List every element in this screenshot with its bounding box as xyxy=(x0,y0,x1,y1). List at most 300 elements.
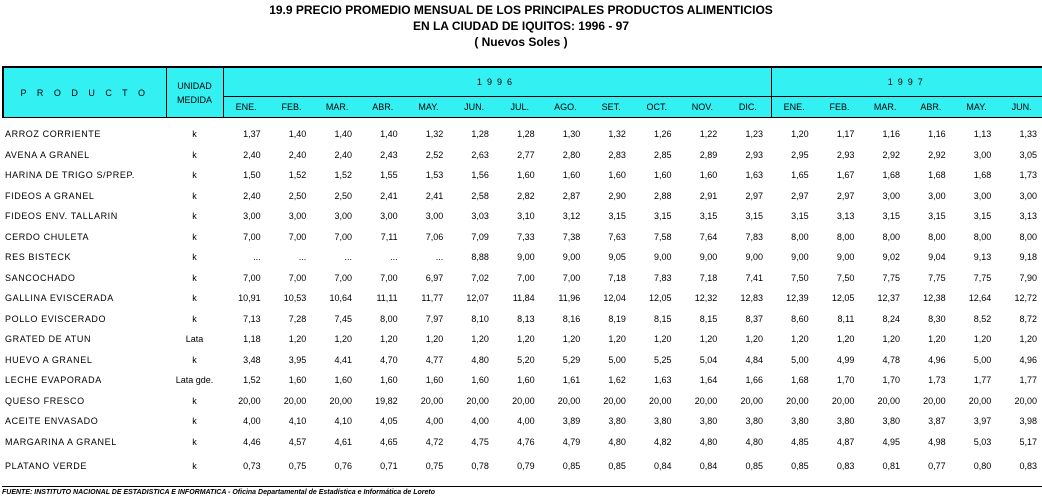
price-cell: 3,80 xyxy=(791,416,809,427)
price-cell: 4,96 xyxy=(928,354,946,365)
price-cell: 20,00 xyxy=(831,395,855,406)
price-cell: 12,38 xyxy=(923,293,946,304)
price-cell: 11,84 xyxy=(512,293,535,304)
price-cell: 3,03 xyxy=(471,211,489,222)
price-cell: 4,00 xyxy=(471,416,489,427)
price-cell: 1,20 xyxy=(973,334,992,345)
price-cell: 1,23 xyxy=(745,129,764,140)
price-cell: 4,98 xyxy=(928,436,946,447)
price-cell: 7,41 xyxy=(745,272,764,283)
price-cell: 1,20 xyxy=(745,334,764,345)
header-month-1997-6: JUN. xyxy=(999,97,1042,118)
price-cell: 1,67 xyxy=(836,170,855,181)
price-cell: 2,63 xyxy=(471,149,489,160)
price-cell: 5,20 xyxy=(517,354,535,365)
price-cell: 9,00 xyxy=(745,252,764,263)
price-cell: 3,12 xyxy=(562,211,581,222)
price-cell: 3,87 xyxy=(928,416,946,427)
price-cell: 0,85 xyxy=(562,461,581,472)
price-cell: 7,00 xyxy=(243,272,261,283)
price-cell: 1,20 xyxy=(882,334,900,345)
price-cell: 1,20 xyxy=(699,334,718,345)
price-cell: 1,20 xyxy=(928,334,946,345)
price-cell: 1,60 xyxy=(699,170,718,181)
price-cell: 2,40 xyxy=(288,149,307,160)
price-cell: 1,16 xyxy=(882,129,900,140)
header-month-1997-2: FEB. xyxy=(817,97,863,118)
price-cell: 2,91 xyxy=(699,190,718,201)
price-cell: 20,00 xyxy=(1014,395,1037,406)
product-name: LECHE EVAPORADA xyxy=(5,375,102,386)
price-cell: 1,77 xyxy=(1019,375,1037,386)
price-cell: 3,89 xyxy=(562,416,581,427)
unit-of-measure: k xyxy=(192,395,197,406)
price-cell: 1,13 xyxy=(973,129,992,140)
price-cell: 1,40 xyxy=(380,129,398,140)
price-cell: 8,15 xyxy=(699,313,718,324)
unit-of-measure: k xyxy=(192,416,197,427)
price-cell: 3,80 xyxy=(836,416,855,427)
header-month-1996-11: NOV. xyxy=(680,97,726,118)
price-cell: 1,68 xyxy=(882,170,900,181)
header-month-1996-9: SET. xyxy=(588,97,634,118)
price-cell: 8,00 xyxy=(791,231,809,242)
table-body xyxy=(3,118,1042,477)
price-cell: 4,00 xyxy=(243,416,261,427)
price-cell: 3,05 xyxy=(1019,149,1037,160)
price-cell: 7,50 xyxy=(791,272,809,283)
price-cell: 1,20 xyxy=(791,129,809,140)
price-cell: 1,65 xyxy=(791,170,809,181)
price-cell: 20,00 xyxy=(694,395,718,406)
price-cell: 7,45 xyxy=(334,313,352,324)
price-cell: 1,20 xyxy=(654,334,672,345)
unit-of-measure: k xyxy=(192,293,197,304)
price-cell: 3,15 xyxy=(699,211,718,222)
footer-source: FUENTE: INSTITUTO NACIONAL DE ESTADISTICA E INFORMATICA - Oficina Departamental de Estadística e Informática de Loreto xyxy=(2,486,1042,496)
price-cell: ... xyxy=(344,252,352,263)
unit-of-measure: Lata gde. xyxy=(175,375,214,386)
price-cell: 3,00 xyxy=(334,211,352,222)
price-cell: 9,00 xyxy=(836,252,855,263)
price-cell: 11,96 xyxy=(558,293,581,304)
price-cell: 1,60 xyxy=(562,170,581,181)
title-line-1: 19.9 PRECIO PROMEDIO MENSUAL DE LOS PRINCIPALES PRODUCTOS ALIMENTICIOS xyxy=(269,3,773,17)
price-cell: 2,88 xyxy=(654,190,672,201)
price-cell: ... xyxy=(298,252,307,263)
price-cell: 3,80 xyxy=(745,416,764,427)
price-cell: 8,00 xyxy=(882,231,900,242)
price-cell: 1,60 xyxy=(654,170,672,181)
price-cell: 8,13 xyxy=(517,313,535,324)
price-cell: 1,60 xyxy=(608,170,626,181)
price-cell: 20,00 xyxy=(603,395,626,406)
unit-of-measure: Lata xyxy=(185,334,204,345)
price-cell: 2,93 xyxy=(745,149,764,160)
header-year-1997: 1997 xyxy=(771,67,1042,97)
price-cell: 7,11 xyxy=(380,231,398,242)
price-cell: 2,77 xyxy=(517,149,535,160)
price-cell: 9,00 xyxy=(562,252,581,263)
header-month-1997-1: ENE. xyxy=(771,97,817,118)
price-cell: 20,00 xyxy=(420,395,444,406)
price-cell: 20,00 xyxy=(283,395,307,406)
unit-of-measure: k xyxy=(192,149,197,160)
price-cell: 7,64 xyxy=(699,231,718,242)
price-cell: 2,90 xyxy=(608,190,626,201)
price-cell: 1,32 xyxy=(425,129,444,140)
price-cell: 4,10 xyxy=(334,416,352,427)
price-cell: 2,95 xyxy=(791,149,809,160)
price-cell: 20,00 xyxy=(329,395,352,406)
header-unidad-medida xyxy=(166,67,223,118)
price-cell: 8,88 xyxy=(471,252,489,263)
price-cell: 4,65 xyxy=(380,436,398,447)
price-cell: 1,60 xyxy=(334,375,352,386)
price-cell: 4,10 xyxy=(288,416,307,427)
price-cell: 1,52 xyxy=(334,170,352,181)
price-cell: 0,79 xyxy=(517,461,535,472)
price-cell: 1,55 xyxy=(380,170,398,181)
header-year-1996: 1996 xyxy=(223,67,771,97)
price-cell: 11,11 xyxy=(376,293,398,304)
price-table xyxy=(2,66,1042,477)
price-cell: 1,60 xyxy=(425,375,444,386)
price-cell: 3,95 xyxy=(288,354,307,365)
price-cell: ... xyxy=(435,252,444,263)
price-cell: 19,82 xyxy=(375,395,398,406)
price-cell: 7,33 xyxy=(517,231,535,242)
price-cell: 1,20 xyxy=(471,334,489,345)
price-cell: 2,92 xyxy=(928,149,946,160)
header-unidad: UNIDAD xyxy=(177,80,212,91)
price-cell: 7,83 xyxy=(745,231,764,242)
price-cell: 8,10 xyxy=(471,313,489,324)
price-cell: 4,95 xyxy=(882,436,900,447)
price-cell: 20,00 xyxy=(238,395,261,406)
price-cell: 12,39 xyxy=(786,293,809,304)
price-cell: 0,77 xyxy=(928,461,946,472)
price-cell: 1,52 xyxy=(288,170,307,181)
price-cell: 5,04 xyxy=(699,354,718,365)
price-cell: 9,18 xyxy=(1019,252,1037,263)
price-cell: 3,97 xyxy=(973,416,992,427)
product-name: FIDEOS ENV. TALLARIN xyxy=(5,211,118,222)
price-cell: 9,00 xyxy=(791,252,809,263)
product-name: RES BISTECK xyxy=(5,252,72,263)
product-name: ARROZ CORRIENTE xyxy=(5,129,102,140)
price-cell: 5,00 xyxy=(791,354,809,365)
price-cell: 20,00 xyxy=(740,395,764,406)
price-cell: 4,05 xyxy=(380,416,398,427)
product-name: FIDEOS A GRANEL xyxy=(5,190,95,201)
unit-of-measure: k xyxy=(192,313,197,324)
price-cell: 3,15 xyxy=(928,211,946,222)
price-cell: 1,56 xyxy=(471,170,489,181)
product-name: PLATANO VERDE xyxy=(5,461,87,472)
header-month-1996-8: AGO. xyxy=(543,97,589,118)
price-cell: 1,20 xyxy=(1019,334,1037,345)
price-cell: 20,00 xyxy=(786,395,809,406)
price-cell: 1,22 xyxy=(699,129,718,140)
table-row xyxy=(3,370,1042,391)
price-cell: 8,37 xyxy=(745,313,764,324)
price-cell: 1,20 xyxy=(608,334,626,345)
price-cell: 2,92 xyxy=(882,149,900,160)
price-cell: 3,15 xyxy=(791,211,809,222)
header-month-1996-4: ABR. xyxy=(360,97,406,118)
price-cell: 8,60 xyxy=(791,313,809,324)
price-cell: 1,60 xyxy=(288,375,307,386)
price-cell: 0,75 xyxy=(425,461,444,472)
price-cell: 4,87 xyxy=(836,436,855,447)
price-cell: 3,00 xyxy=(288,211,307,222)
unit-of-measure: k xyxy=(192,354,197,365)
price-cell: 4,00 xyxy=(517,416,535,427)
price-cell: 1,18 xyxy=(243,334,261,345)
price-cell: 6,97 xyxy=(425,272,444,283)
price-cell: 2,52 xyxy=(425,149,444,160)
price-cell: 2,80 xyxy=(562,149,581,160)
header-month-1996-5: MAY. xyxy=(406,97,452,118)
table-row xyxy=(3,165,1042,186)
price-cell: 10,53 xyxy=(283,293,307,304)
product-name: HARINA DE TRIGO S/PREP. xyxy=(5,170,135,181)
product-name: POLLO EVISCERADO xyxy=(5,313,107,324)
price-cell: 12,72 xyxy=(1014,293,1037,304)
price-cell: 4,77 xyxy=(425,354,444,365)
price-cell: 3,10 xyxy=(517,211,535,222)
price-cell: 4,82 xyxy=(654,436,672,447)
table-row xyxy=(3,206,1042,227)
price-cell: 7,75 xyxy=(882,272,900,283)
header-month-1996-12: DIC. xyxy=(725,97,771,118)
unit-of-measure: k xyxy=(192,272,197,283)
unit-of-measure: k xyxy=(192,129,197,140)
price-cell: 1,70 xyxy=(882,375,900,386)
price-cell: 12,83 xyxy=(740,293,764,304)
price-cell: 4,80 xyxy=(699,436,718,447)
price-cell: 9,13 xyxy=(973,252,992,263)
price-cell: 2,97 xyxy=(836,190,855,201)
header-month-1997-4: ABR. xyxy=(908,97,954,118)
header-month-1996-3: MAR. xyxy=(314,97,360,118)
price-cell: 7,75 xyxy=(928,272,946,283)
price-cell: 4,61 xyxy=(334,436,352,447)
price-cell: 0,84 xyxy=(654,461,672,472)
price-cell: 8,00 xyxy=(973,231,992,242)
price-cell: 2,89 xyxy=(699,149,718,160)
price-cell: 2,40 xyxy=(243,190,261,201)
header-month-1996-6: JUN. xyxy=(451,97,497,118)
price-cell: 1,60 xyxy=(471,375,489,386)
price-cell: 1,20 xyxy=(791,334,809,345)
price-cell: 7,00 xyxy=(243,231,261,242)
price-cell: 4,46 xyxy=(243,436,261,447)
header-month-1996-7: JUL. xyxy=(497,97,543,118)
price-cell: 7,00 xyxy=(562,272,581,283)
price-cell: 3,80 xyxy=(654,416,672,427)
price-cell: 20,00 xyxy=(923,395,946,406)
product-name: ACEITE ENVASADO xyxy=(5,416,99,427)
price-cell: 20,00 xyxy=(557,395,581,406)
price-cell: 5,29 xyxy=(562,354,581,365)
price-cell: 7,13 xyxy=(243,313,261,324)
price-cell: 1,63 xyxy=(654,375,672,386)
price-cell: 1,60 xyxy=(517,170,535,181)
price-cell: 20,00 xyxy=(649,395,672,406)
price-cell: 2,50 xyxy=(334,190,352,201)
price-cell: 4,96 xyxy=(1019,354,1037,365)
price-cell: 1,20 xyxy=(836,334,855,345)
price-cell: 2,40 xyxy=(243,149,261,160)
header-month-1997-5: MAY. xyxy=(954,97,1000,118)
table-row xyxy=(3,391,1042,412)
price-cell: 2,87 xyxy=(562,190,581,201)
price-cell: 5,25 xyxy=(654,354,672,365)
price-cell: 5,17 xyxy=(1019,436,1037,447)
price-cell: 4,78 xyxy=(882,354,900,365)
product-name: SANCOCHADO xyxy=(5,272,76,283)
price-cell: 7,00 xyxy=(517,272,535,283)
price-cell: 7,00 xyxy=(288,272,307,283)
price-cell: 3,15 xyxy=(654,211,672,222)
table-row xyxy=(3,432,1042,453)
price-cell: 7,50 xyxy=(836,272,855,283)
header-row-years xyxy=(3,67,1042,97)
price-cell: 2,43 xyxy=(380,149,398,160)
unit-of-measure: k xyxy=(192,190,197,201)
price-cell: 7,00 xyxy=(334,231,352,242)
table-row xyxy=(3,350,1042,371)
price-cell: 8,19 xyxy=(608,313,626,324)
header-medida: MEDIDA xyxy=(176,94,212,105)
price-cell: 0,80 xyxy=(973,461,992,472)
price-cell: 3,00 xyxy=(928,190,946,201)
price-cell: 8,00 xyxy=(380,313,398,324)
price-cell: 2,41 xyxy=(380,190,398,201)
price-cell: 4,80 xyxy=(471,354,489,365)
table-row xyxy=(3,452,1042,477)
price-cell: 4,80 xyxy=(745,436,764,447)
price-cell: 7,00 xyxy=(380,272,398,283)
price-cell: 0,85 xyxy=(791,461,809,472)
price-cell: 2,82 xyxy=(517,190,535,201)
price-cell: 4,41 xyxy=(334,354,352,365)
price-cell: 7,06 xyxy=(425,231,444,242)
price-cell: 1,16 xyxy=(928,129,946,140)
price-cell: 0,84 xyxy=(699,461,718,472)
price-cell: 1,20 xyxy=(380,334,398,345)
price-cell: 3,13 xyxy=(1019,211,1037,222)
price-cell: 4,79 xyxy=(562,436,581,447)
price-cell: 3,80 xyxy=(608,416,626,427)
price-cell: 1,53 xyxy=(425,170,444,181)
price-cell: 0,78 xyxy=(471,461,489,472)
product-name: HUEVO A GRANEL xyxy=(5,354,93,365)
price-cell: 8,00 xyxy=(928,231,946,242)
price-cell: 3,00 xyxy=(243,211,261,222)
price-cell: 1,20 xyxy=(288,334,307,345)
price-cell: 1,64 xyxy=(699,375,718,386)
price-cell: 1,40 xyxy=(288,129,307,140)
price-cell: 7,28 xyxy=(288,313,307,324)
price-cell: 3,15 xyxy=(608,211,626,222)
price-cell: 7,63 xyxy=(608,231,626,242)
price-cell: ... xyxy=(253,252,261,263)
price-cell: 1,20 xyxy=(334,334,352,345)
price-cell: 8,24 xyxy=(882,313,900,324)
price-cell: 4,72 xyxy=(425,436,444,447)
product-name: QUESO FRESCO xyxy=(5,395,85,406)
price-cell: 4,57 xyxy=(288,436,307,447)
price-cell: 1,62 xyxy=(608,375,626,386)
price-cell: 1,28 xyxy=(517,129,535,140)
price-cell: 0,85 xyxy=(745,461,764,472)
price-cell: 1,20 xyxy=(562,334,581,345)
price-cell: 4,84 xyxy=(745,354,764,365)
price-cell: 7,02 xyxy=(471,272,489,283)
price-cell: 8,72 xyxy=(1019,313,1037,324)
price-cell: 1,26 xyxy=(654,129,672,140)
price-cell: 7,00 xyxy=(288,231,307,242)
product-name: GRATED DE ATUN xyxy=(5,334,92,345)
price-cell: 1,68 xyxy=(973,170,992,181)
price-cell: 4,80 xyxy=(608,436,626,447)
price-cell: 3,00 xyxy=(1019,190,1037,201)
price-cell: 9,00 xyxy=(699,252,718,263)
unit-of-measure: k xyxy=(192,252,197,263)
product-name: MARGARINA A GRANEL xyxy=(5,436,117,447)
price-cell: 20,00 xyxy=(968,395,992,406)
header-producto: P R O D U C T O xyxy=(3,67,166,118)
price-cell: 1,32 xyxy=(608,129,626,140)
unit-of-measure: k xyxy=(192,231,197,242)
table-row xyxy=(3,186,1042,207)
price-cell: 7,75 xyxy=(973,272,992,283)
price-cell: 1,50 xyxy=(243,170,261,181)
price-cell: 10,91 xyxy=(238,293,261,304)
price-cell: 1,20 xyxy=(517,334,535,345)
price-cell: 9,02 xyxy=(882,252,900,263)
price-cell: 1,60 xyxy=(517,375,535,386)
table-row xyxy=(3,145,1042,166)
price-cell: 3,80 xyxy=(882,416,900,427)
table-row xyxy=(3,268,1042,289)
price-cell: 3,48 xyxy=(243,354,261,365)
price-cell: 1,17 xyxy=(836,129,855,140)
product-name: AVENA A GRANEL xyxy=(5,149,90,160)
table-row xyxy=(3,118,1042,145)
unit-of-measure: k xyxy=(192,461,197,472)
price-cell: 2,83 xyxy=(608,149,626,160)
price-cell: 4,85 xyxy=(791,436,809,447)
price-cell: 1,73 xyxy=(1019,170,1037,181)
price-cell: 8,52 xyxy=(973,313,992,324)
price-cell: 12,05 xyxy=(831,293,855,304)
price-cell: 8,16 xyxy=(562,313,581,324)
price-cell: 3,13 xyxy=(836,211,855,222)
price-cell: 7,09 xyxy=(471,231,489,242)
price-cell: 4,00 xyxy=(425,416,444,427)
price-cell: 1,70 xyxy=(836,375,855,386)
price-cell: 1,30 xyxy=(562,129,581,140)
unit-of-measure: k xyxy=(192,436,197,447)
product-name: GALLINA EVISCERADA xyxy=(5,293,114,304)
price-cell: 1,33 xyxy=(1019,129,1037,140)
price-cell: 1,66 xyxy=(745,375,764,386)
price-cell: 4,76 xyxy=(517,436,535,447)
